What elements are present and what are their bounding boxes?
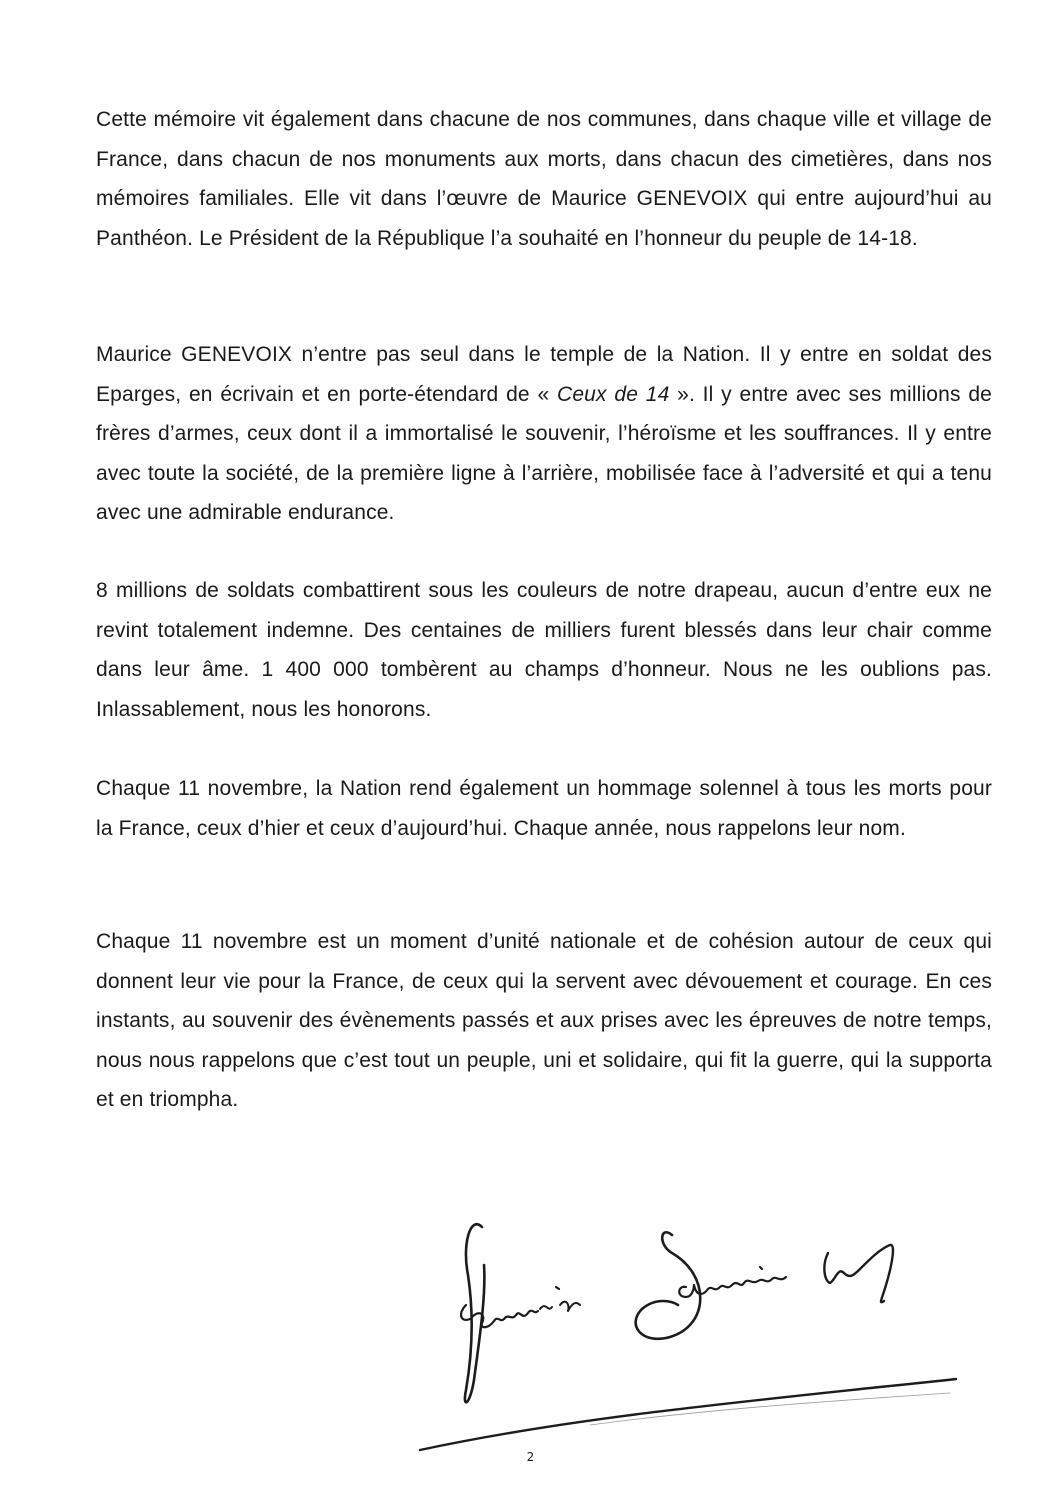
paragraph-4-text: Chaque 11 novembre, la Nation rend également un hommage solennel à tous les morts pour la France, ceux d’hier et ceux d’aujourd’hui. Chaque année, nous rappelons leur nom. xyxy=(96,777,992,840)
handwritten-signature xyxy=(410,1205,970,1455)
book-title: Ceux de 14 xyxy=(557,382,670,406)
page-number: 2 xyxy=(526,1450,535,1464)
signature-stroke xyxy=(540,1306,552,1309)
signature-stroke xyxy=(461,1305,470,1320)
paragraph-3 xyxy=(96,571,992,729)
signature-stroke xyxy=(824,1245,893,1302)
paragraph-2-text-start: Maurice GENEVOIX n’entre pas seul dans le temple de la Nation. Il y entre en soldat des Eparges, en écrivain et en porte-étendard de « xyxy=(96,343,992,406)
paragraph-5-text: Chaque 11 novembre est un moment d’unité nationale et de cohésion autour de ceux qui donnent leur vie pour la France, de ceux qui la servent avec dévouement et courage. En ces instants, au souvenir des évènements passés et aux prises avec les épreuves de notre temps, nous nous rappelons que c’est tout un peuple, uni et solidaire, qui fit la guerre, qui la supporta et en triompha. xyxy=(96,930,992,1111)
signature-stroke xyxy=(636,1232,701,1339)
paragraph-3-text: 8 millions de soldats combattirent sous les couleurs de notre drapeau, aucun d’entre eux ne revint totalement indemne. Des centaines de milliers furent blessés dans leur chair comme dans leur âme. 1 400 000 tombèrent au champs d’honneur. Nous ne les oublions pas. Inlassablement, nous les honorons. xyxy=(96,579,992,721)
paragraph-1 xyxy=(96,100,992,258)
signature-stroke xyxy=(760,1267,762,1269)
paragraph-1-text: Cette mémoire vit également dans chacune de nos communes, dans chaque ville et village de France, dans chacun de nos monuments aux morts, dans chacun des cimetières, dans nos mémoires familiales. Elle vit dans l’œuvre de Maurice GENEVOIX qui entre aujourd’hui au Panthéon. Le Président de la République l’a souhaité en l’honneur du peuple de 14-18. xyxy=(96,108,992,250)
signature-stroke xyxy=(560,1302,580,1311)
signature-stroke xyxy=(420,1379,956,1450)
paragraph-2-text-end: ». Il y entre avec ses millions de frères d’armes, ceux dont il a immortalisé le souvenir, l’héroïsme et les souffrances. Il y entre avec toute la société, de la première ligne à l’arrière, mobilisée face à l’adversité et qui a tenu avec une admirable endurance. xyxy=(96,382,992,524)
paragraph-5 xyxy=(96,922,992,1120)
paragraph-4 xyxy=(96,769,992,848)
signature-stroke xyxy=(556,1287,559,1289)
paragraph-2 xyxy=(96,335,992,533)
